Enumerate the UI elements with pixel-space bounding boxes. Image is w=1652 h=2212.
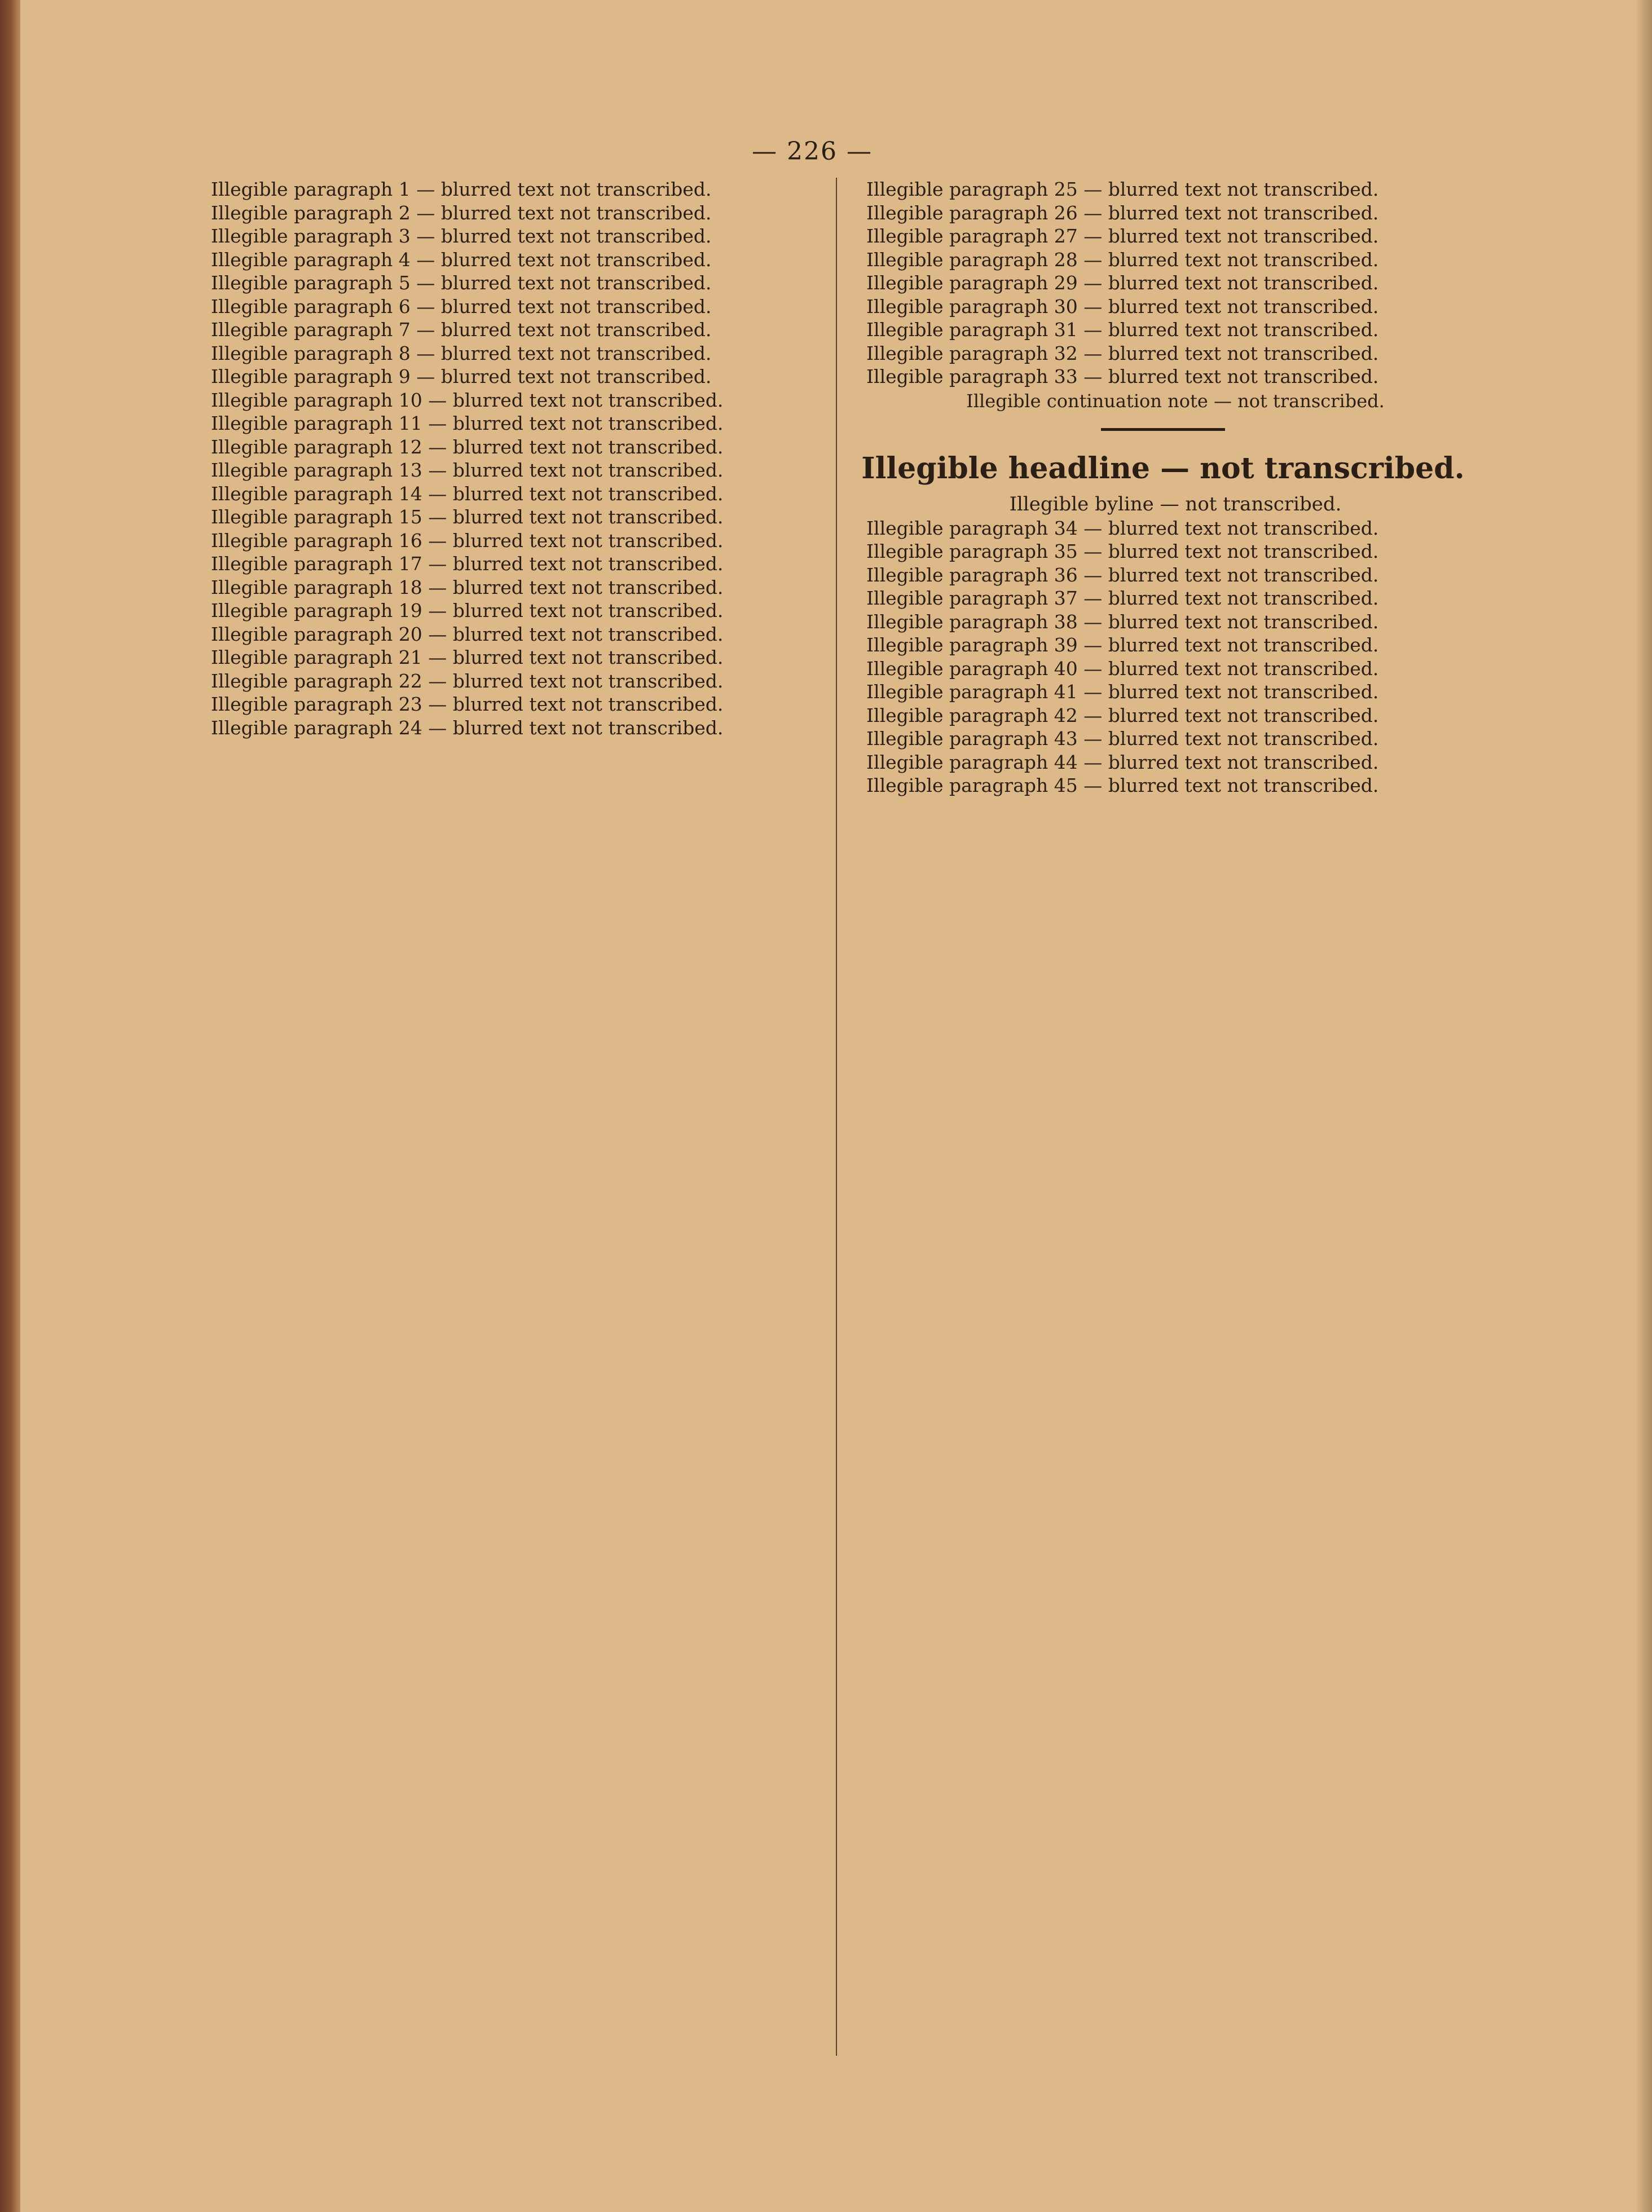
paragraph: Illegible paragraph 9 — blurred text not transcribed. (211, 365, 712, 387)
paragraph: Illegible paragraph 26 — blurred text not transcribed. (866, 201, 1379, 224)
section-rule (1101, 428, 1225, 431)
paragraph: Illegible paragraph 37 — blurred text not transcribed. (866, 587, 1379, 609)
paragraph: Illegible paragraph 10 — blurred text not transcribed. (211, 389, 724, 411)
paragraph: Illegible paragraph 5 — blurred text not transcribed. (211, 272, 712, 294)
paragraph: Illegible paragraph 22 — blurred text not transcribed. (211, 669, 724, 692)
paragraph: Illegible paragraph 24 — blurred text not transcribed. (211, 716, 724, 739)
paragraph: Illegible paragraph 17 — blurred text not transcribed. (211, 553, 724, 575)
paragraph: Illegible paragraph 42 — blurred text not transcribed. (866, 704, 1379, 726)
paragraph: Illegible paragraph 7 — blurred text not transcribed. (211, 319, 712, 341)
paragraph: Illegible paragraph 33 — blurred text not transcribed. (866, 365, 1379, 387)
paragraph: Illegible paragraph 20 — blurred text not transcribed. (211, 623, 724, 645)
paragraph: Illegible paragraph 1 — blurred text not transcribed. (211, 178, 712, 200)
paragraph: Illegible paragraph 25 — blurred text not transcribed. (866, 178, 1379, 200)
paragraph: Illegible paragraph 30 — blurred text not transcribed. (866, 295, 1379, 318)
book-binding-edge (0, 0, 20, 2212)
page-edge-shadow (1635, 0, 1652, 2212)
paragraph: Illegible paragraph 4 — blurred text not transcribed. (211, 248, 712, 271)
paragraph: Illegible paragraph 31 — blurred text not transcribed. (866, 319, 1379, 341)
page-number: — 226 — (752, 137, 873, 166)
paragraph: Illegible paragraph 19 — blurred text not transcribed. (211, 600, 724, 622)
paragraph: Illegible paragraph 11 — blurred text not transcribed. (211, 412, 724, 434)
story-title: Illegible headline — not transcribed. (861, 451, 1465, 486)
paragraph: Illegible paragraph 12 — blurred text not transcribed. (211, 435, 724, 458)
paragraph: Illegible paragraph 3 — blurred text not transcribed. (211, 225, 712, 247)
paragraph: Illegible paragraph 28 — blurred text not transcribed. (866, 248, 1379, 271)
paragraph: Illegible paragraph 29 — blurred text not transcribed. (866, 272, 1379, 294)
paragraph: Illegible paragraph 39 — blurred text not transcribed. (866, 634, 1379, 656)
paragraph: Illegible paragraph 27 — blurred text not transcribed. (866, 225, 1379, 247)
right-column (842, 178, 1484, 2071)
paragraph: Illegible paragraph 32 — blurred text not transcribed. (866, 342, 1379, 364)
paragraph: Illegible paragraph 41 — blurred text not transcribed. (866, 681, 1379, 703)
paragraph: Illegible paragraph 34 — blurred text not transcribed. (866, 517, 1379, 539)
paragraph: Illegible paragraph 16 — blurred text not transcribed. (211, 529, 724, 552)
paragraph: Illegible paragraph 40 — blurred text not transcribed. (866, 657, 1379, 680)
story-byline: Illegible byline — not transcribed. (1009, 492, 1342, 515)
paragraph: Illegible paragraph 13 — blurred text not transcribed. (211, 459, 724, 481)
paragraph: Illegible paragraph 45 — blurred text not transcribed. (866, 774, 1379, 796)
paragraph: Illegible paragraph 18 — blurred text not transcribed. (211, 576, 724, 598)
paragraph: Illegible paragraph 21 — blurred text not transcribed. (211, 646, 724, 668)
paragraph: Illegible paragraph 35 — blurred text not transcribed. (866, 540, 1379, 562)
paragraph: Illegible paragraph 15 — blurred text not transcribed. (211, 506, 724, 528)
paragraph: Illegible paragraph 23 — blurred text not transcribed. (211, 693, 724, 715)
continuation-note: Illegible continuation note — not transcribed. (966, 390, 1385, 412)
paragraph: Illegible paragraph 44 — blurred text not transcribed. (866, 751, 1379, 773)
left-column (186, 178, 829, 2071)
paragraph: Illegible paragraph 8 — blurred text not transcribed. (211, 342, 712, 364)
paragraph: Illegible paragraph 38 — blurred text not transcribed. (866, 610, 1379, 633)
column-divider (836, 178, 837, 2056)
paragraph: Illegible paragraph 43 — blurred text not transcribed. (866, 728, 1379, 750)
paragraph: Illegible paragraph 36 — blurred text not transcribed. (866, 563, 1379, 586)
paragraph: Illegible paragraph 2 — blurred text not transcribed. (211, 201, 712, 224)
paragraph: Illegible paragraph 6 — blurred text not transcribed. (211, 295, 712, 318)
paragraph: Illegible paragraph 14 — blurred text not transcribed. (211, 482, 724, 505)
